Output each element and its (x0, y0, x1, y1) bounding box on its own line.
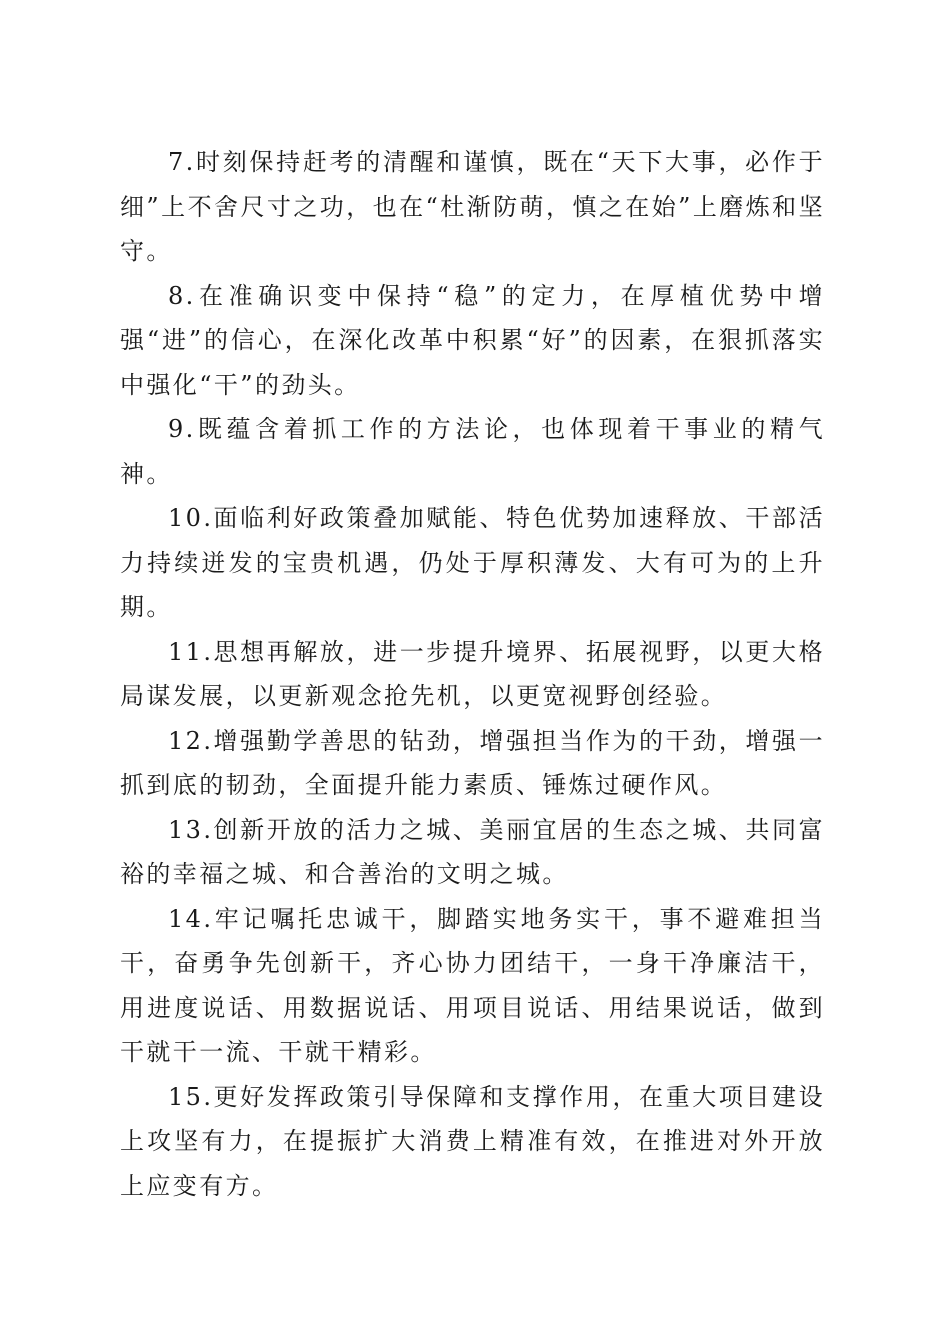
paragraph-7: 7.时刻保持赶考的清醒和谨慎，既在“天下大事，必作于细”上不舍尺寸之功，也在“杜渐防萌，慎之在始”上磨炼和坚守。 (120, 148, 825, 265)
paragraph-8: 8.在准确识变中保持“稳”的定力，在厚植优势中增强“进”的信心，在深化改革中积累“好”的因素，在狠抓落实中强化“干”的劲头。 (120, 281, 825, 399)
paragraph-10: 10.面临利好政策叠加赋能、特色优势加速释放、干部活力持续迸发的宝贵机遇，仍处于厚积薄发、大有可为的上升期。 (120, 504, 825, 621)
paragraph-13: 13.创新开放的活力之城、美丽宜居的生态之城、共同富裕的幸福之城、和合善治的文明之城。 (120, 815, 825, 888)
paragraph-9: 9.既蕴含着抓工作的方法论，也体现着干事业的精气神。 (120, 415, 825, 488)
paragraph-11: 11.思想再解放，进一步提升境界、拓展视野，以更大格局谋发展，以更新观念抢先机，以更宽视野创经验。 (120, 637, 825, 710)
paragraph-14: 14.牢记嘱托忠诚干，脚踏实地务实干，事不避难担当干，奋勇争先创新干，齐心协力团结干，一身干净廉洁干，用进度说话、用数据说话、用项目说话、用结果说话，做到干就干一流、干就干精彩。 (120, 904, 825, 1066)
document-page (120, 140, 825, 1208)
paragraph-15: 15.更好发挥政策引导保障和支撑作用，在重大项目建设上攻坚有力，在提振扩大消费上精准有效，在推进对外开放上应变有方。 (120, 1082, 825, 1200)
paragraph-12: 12.增强勤学善思的钻劲，增强担当作为的干劲，增强一抓到底的韧劲，全面提升能力素质、锤炼过硬作风。 (120, 726, 825, 799)
